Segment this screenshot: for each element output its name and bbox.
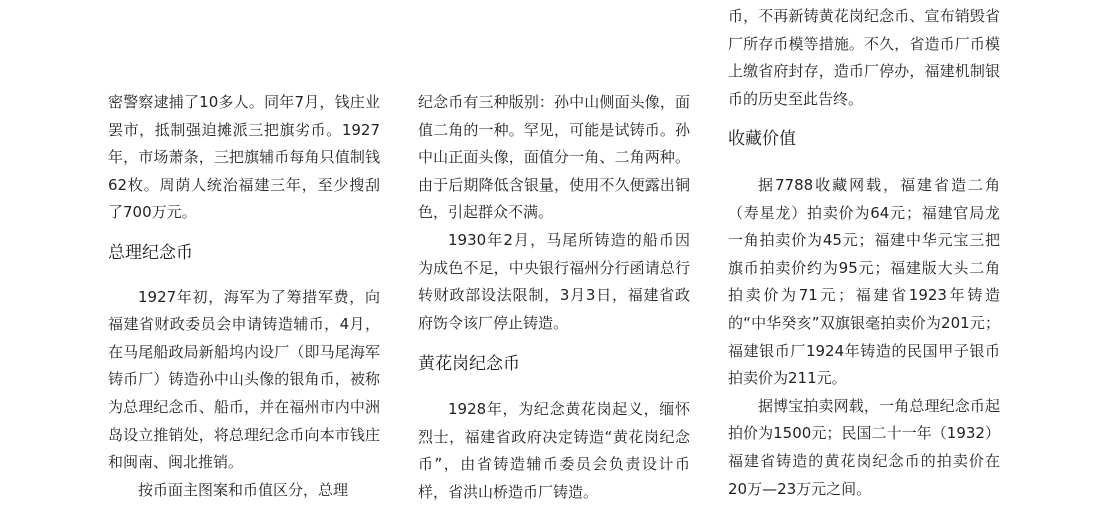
paragraph: 1930年2月，马尾所铸造的船币因为成色不足，中央银行福州分行函请总行转财政部设法限制，3月3日，福建省政府饬令该厂停止铸造。 [418, 230, 690, 332]
article-column-2 [418, 89, 690, 506]
paragraph: 1927年初，海军为了筹措军费，向福建省财政委员会申请铸造辅币，4月，在马尾船政局新船坞内设厂（即马尾海军铸币厂）铸造孙中山头像的银角币，被称为总理纪念币、船币，并在福州市内中洲岛设立推销处，将总理纪念币向本市钱庄和闽南、闽北推销。 [108, 287, 380, 472]
paragraph: 密警察逮捕了10多人。同年7月，钱庄业罢市，抵制强迫摊派三把旗劣币。1927年，市场萧条，三把旗辅币每角只值制钱62枚。周荫人统治福建三年，至少搜刮了700万元。 [108, 93, 380, 222]
article-column-3 [728, 3, 1000, 503]
section-heading: 收藏价值 [728, 129, 796, 150]
paragraph: 据7788收藏网载，福建省造二角（寿星龙）拍卖价为64元；福建官局龙一角拍卖价为45元；福建中华元宝三把旗币拍卖价约为95元；福建版大头二角拍卖价为71元；福建省1923年铸造的“中华癸亥”双旗银毫拍卖价为201元；福建银币厂1924年铸造的民国甲子银币拍卖价为211元。 [728, 175, 1000, 388]
paragraph: 1928年，为纪念黄花岗起义，缅怀烈士，福建省政府决定铸造“黄花岗纪念币”，由省铸造辅币委员会负责设计币样，省洪山桥造币厂铸造。 [418, 399, 690, 501]
section-heading: 总理纪念币 [108, 242, 193, 263]
paragraph: 据博宝拍卖网载，一角总理纪念币起拍价为1500元；民国二十一年（1932）福建省铸造的黄花岗纪念币的拍卖价在20万—23万元之间。 [728, 396, 1000, 498]
section-heading: 黄花岗纪念币 [418, 354, 520, 375]
paragraph: 纪念币有三种版别：孙中山侧面头像，面值二角的一种。罕见，可能是试铸币。孙中山正面头像，面值分一角、二角两种。由于后期降低含银量，使用不久便露出铜色，引起群众不满。 [418, 93, 690, 222]
paragraph: 按币面主图案和币值区分，总理 [138, 480, 349, 499]
article-column-1 [108, 89, 380, 504]
paragraph: 币，不再新铸黄花岗纪念币、宣布销毁省厂所存币模等措施。不久，省造币厂币模上缴省府封存，造币厂停办，福建机制银币的历史至此告终。 [728, 7, 1000, 108]
